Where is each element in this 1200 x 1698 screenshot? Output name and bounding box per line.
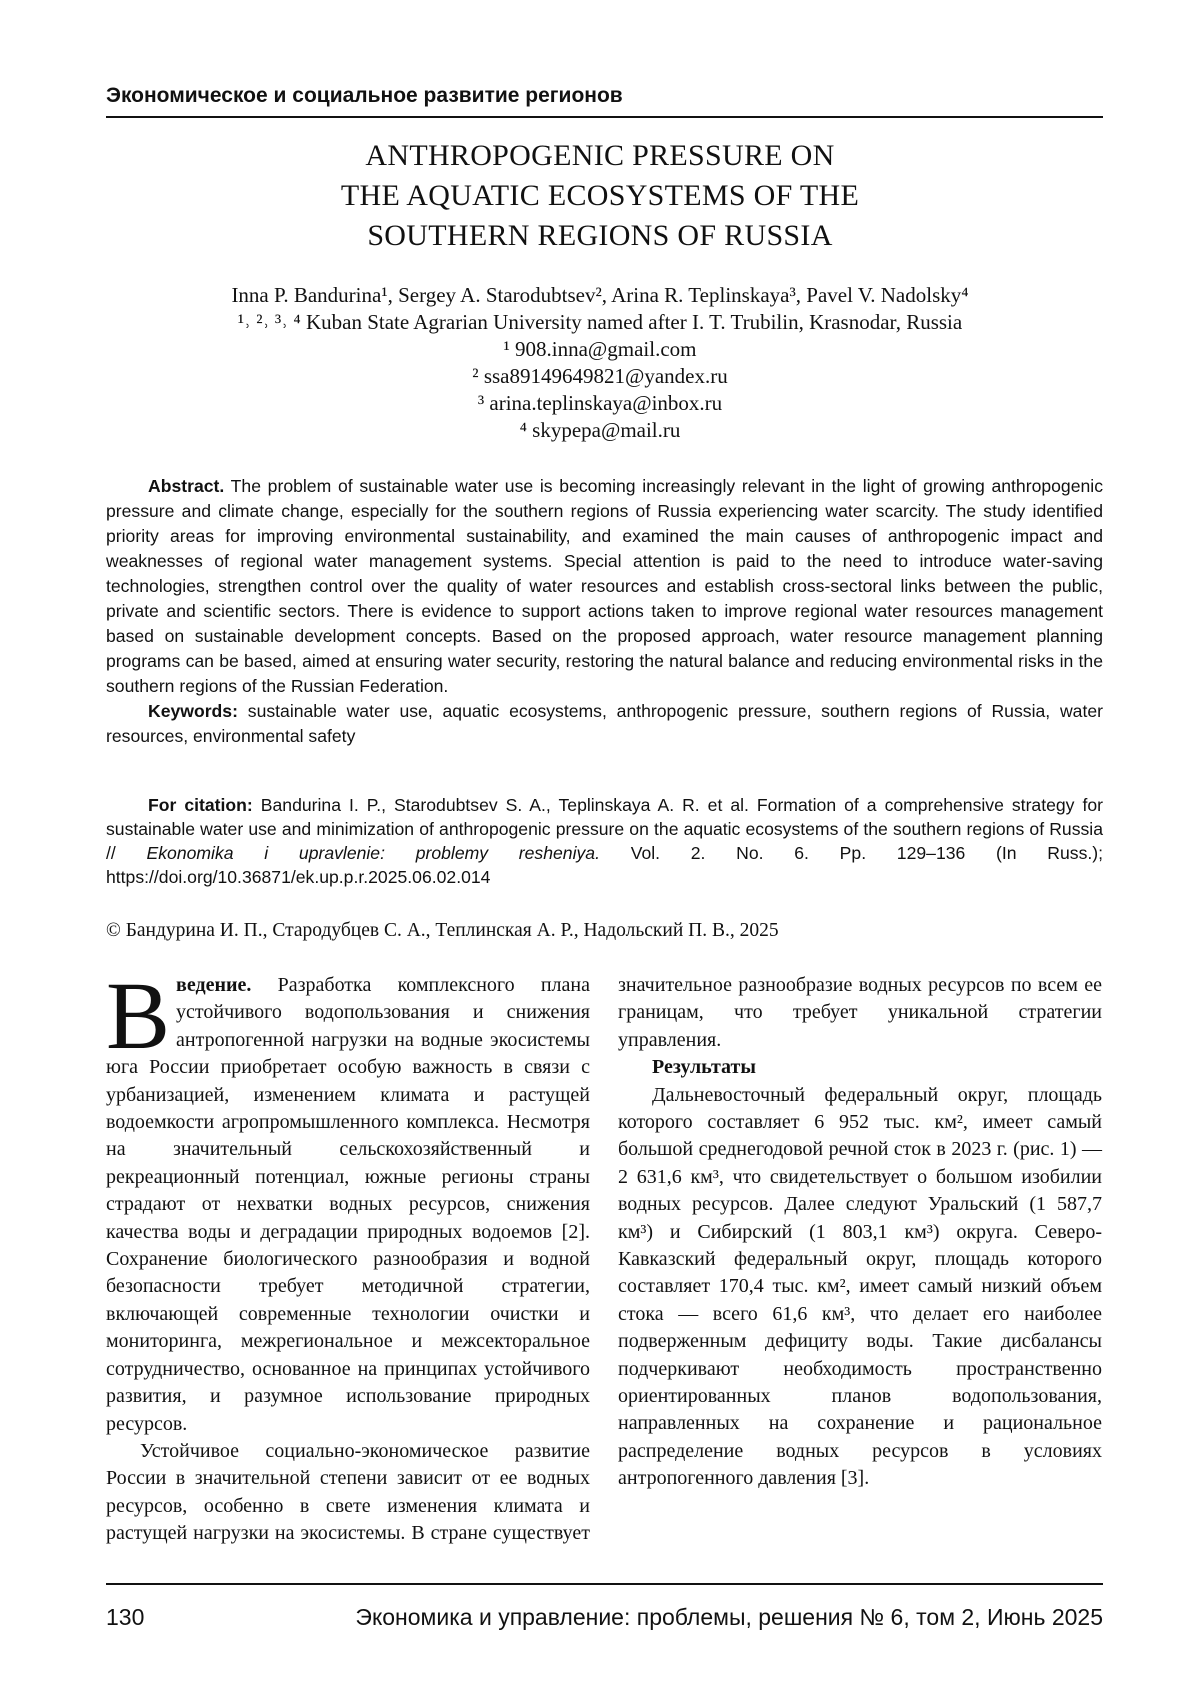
paragraph: Разработка комплексного плана устойчивого водопользования и снижения антропогенной нагрузки на водные экосистемы юга России приобретает особую важность в связи с урбанизацией, изменением климата и растущей водоемкости агропромышленного комплекса. Несмотря на значительный сельскохозяйственный и рекреационный потенциал, южные регионы страны страдают от нехватки водных ресурсов, снижения качества воды и деградации природных водоемов [2]. Сохранение биологического разнообразия и водной безопасности требует методичной стратегии, включающей современные технологии очистки и мониторинга, межрегиональное и межсекторальное сотрудничество, основанное на принципах устойчивого развития, и разумное использование природных ресурсов.: [106, 974, 590, 1435]
paragraph: Дальневосточный федеральный округ, площадь которого составляет 6 952 тыс. км², имеет самый большой среднегодовой речной сток в 2023 г. (рис. 1) — 2 631,6 км³, что свидетельствует о большом изобилии водных ресурсов. Далее следуют Уральский (1 587,7 км³) и Сибирский (1 803,1 км³) округа. Северо-Кавказский федеральный округ, площадь которого составляет 170,4 тыс. км², имеет самый низкий объем стока — всего 61,6 км³, что делает его наиболее подверженным дефициту воды. Такие дисбалансы подчеркивают необходимость пространственно ориентированных планов водопользования, направленных на сохранение и рациональное распределение водных ресурсов в условиях антропогенного давления [3].: [618, 1082, 1102, 1493]
abstract-text: The problem of sustainable water use is becoming increasingly relevant in the light of growing anthropogenic pressure and climate change, especially for the southern regions of Russia experiencing water scarcity. The study identified priority areas for improving environmental sustainability, and examined the main causes of anthropogenic impact and weaknesses of regional water management systems. Special attention is paid to the need to introduce water-saving technologies, strengthen control over the quality of water resources and establish cross-sectoral links between the public, private and scientific sectors. There is evidence to support actions taken to improve regional water resources management based on sustainable development concepts. Based on the proposed approach, water resource management planning programs can be based, aimed at ensuring water security, restoring the natural balance and reducing environmental risks in the southern regions of the Russian Federation.: [106, 476, 1103, 696]
abstract-label: Abstract.: [148, 476, 224, 496]
citation-label: For citation:: [148, 795, 253, 815]
citation-journal: Ekonomika i upravlenie: problemy resheniya.: [147, 843, 600, 863]
abstract-block: [106, 474, 1103, 749]
footer-rule: [106, 1583, 1103, 1585]
authors: Inna P. Bandurina¹, Sergey A. Starodubtsev², Arina R. Teplinskaya³, Pavel V. Nadolsky⁴: [0, 282, 1200, 309]
running-title: Экономическое и социальное развитие регионов: [106, 84, 623, 108]
citation-doi[interactable]: Vol. 2. No. 6. Pp. 129–136 (In Russ.); https://doi.org/10.36871/ek.up.p.r.2025.06.02.014: [106, 843, 1103, 887]
keywords-text: sustainable water use, aquatic ecosystems, anthropogenic pressure, southern regions of Russia, water resources, environmental safety: [106, 701, 1103, 746]
paragraph: Устойчивое социально-экономическое развитие России в значительной степени зависит от ее водных ресурсов, особенно в свете изменения климата и растущей нагрузки на экосистемы. В стране существует: [106, 1438, 590, 1548]
copyright: © Бандурина И. П., Стародубцев С. А., Теплинская А. Р., Надольский П. В., 2025: [106, 920, 779, 942]
citation-block: [106, 793, 1103, 889]
journal-footer: Экономика и управление: проблемы, решения № 6, том 2, Июнь 2025: [355, 1604, 1103, 1631]
article-title: [0, 136, 1200, 256]
header-rule: [106, 116, 1103, 118]
paragraph-continuation: [618, 972, 1102, 1054]
abstract: [106, 474, 1103, 699]
page: [0, 0, 1200, 1698]
intro-label: ведение.: [176, 974, 251, 996]
paragraph: значительное разнообразие водных ресурсов по всем ее границам, что требует уникальной стратегии управления.: [618, 972, 1102, 1054]
email[interactable]: ⁴ skypepa@mail.ru: [0, 417, 1200, 444]
title-line: SOUTHERN REGIONS OF RUSSIA: [0, 216, 1200, 256]
results-heading: Результаты: [618, 1054, 1102, 1081]
keywords-label: Keywords:: [148, 701, 238, 721]
page-number: 130: [106, 1604, 144, 1631]
title-line: ANTHROPOGENIC PRESSURE ON: [0, 136, 1200, 176]
column-right: [618, 972, 1102, 1493]
email[interactable]: ² ssa89149649821@yandex.ru: [0, 363, 1200, 390]
authors-block: [0, 282, 1200, 444]
drop-cap: В: [106, 978, 170, 1054]
title-line: THE AQUATIC ECOSYSTEMS OF THE: [0, 176, 1200, 216]
email[interactable]: ³ arina.teplinskaya@inbox.ru: [0, 390, 1200, 417]
citation-text: Bandurina I. P., Starodubtsev S. A., Teplinskaya A. R. et al. Formation of a comprehensive strategy for sustainable water use and minimization of anthropogenic pressure on the aquatic ecosystems of the southern regions of Russia //: [106, 795, 1103, 863]
email[interactable]: ¹ 908.inna@gmail.com: [0, 336, 1200, 363]
column-left: [106, 972, 590, 1548]
affiliation: ¹˒ ²˒ ³˒ ⁴ Kuban State Agrarian University named after I. T. Trubilin, Krasnodar, Russia: [0, 309, 1200, 336]
keywords: [106, 699, 1103, 749]
